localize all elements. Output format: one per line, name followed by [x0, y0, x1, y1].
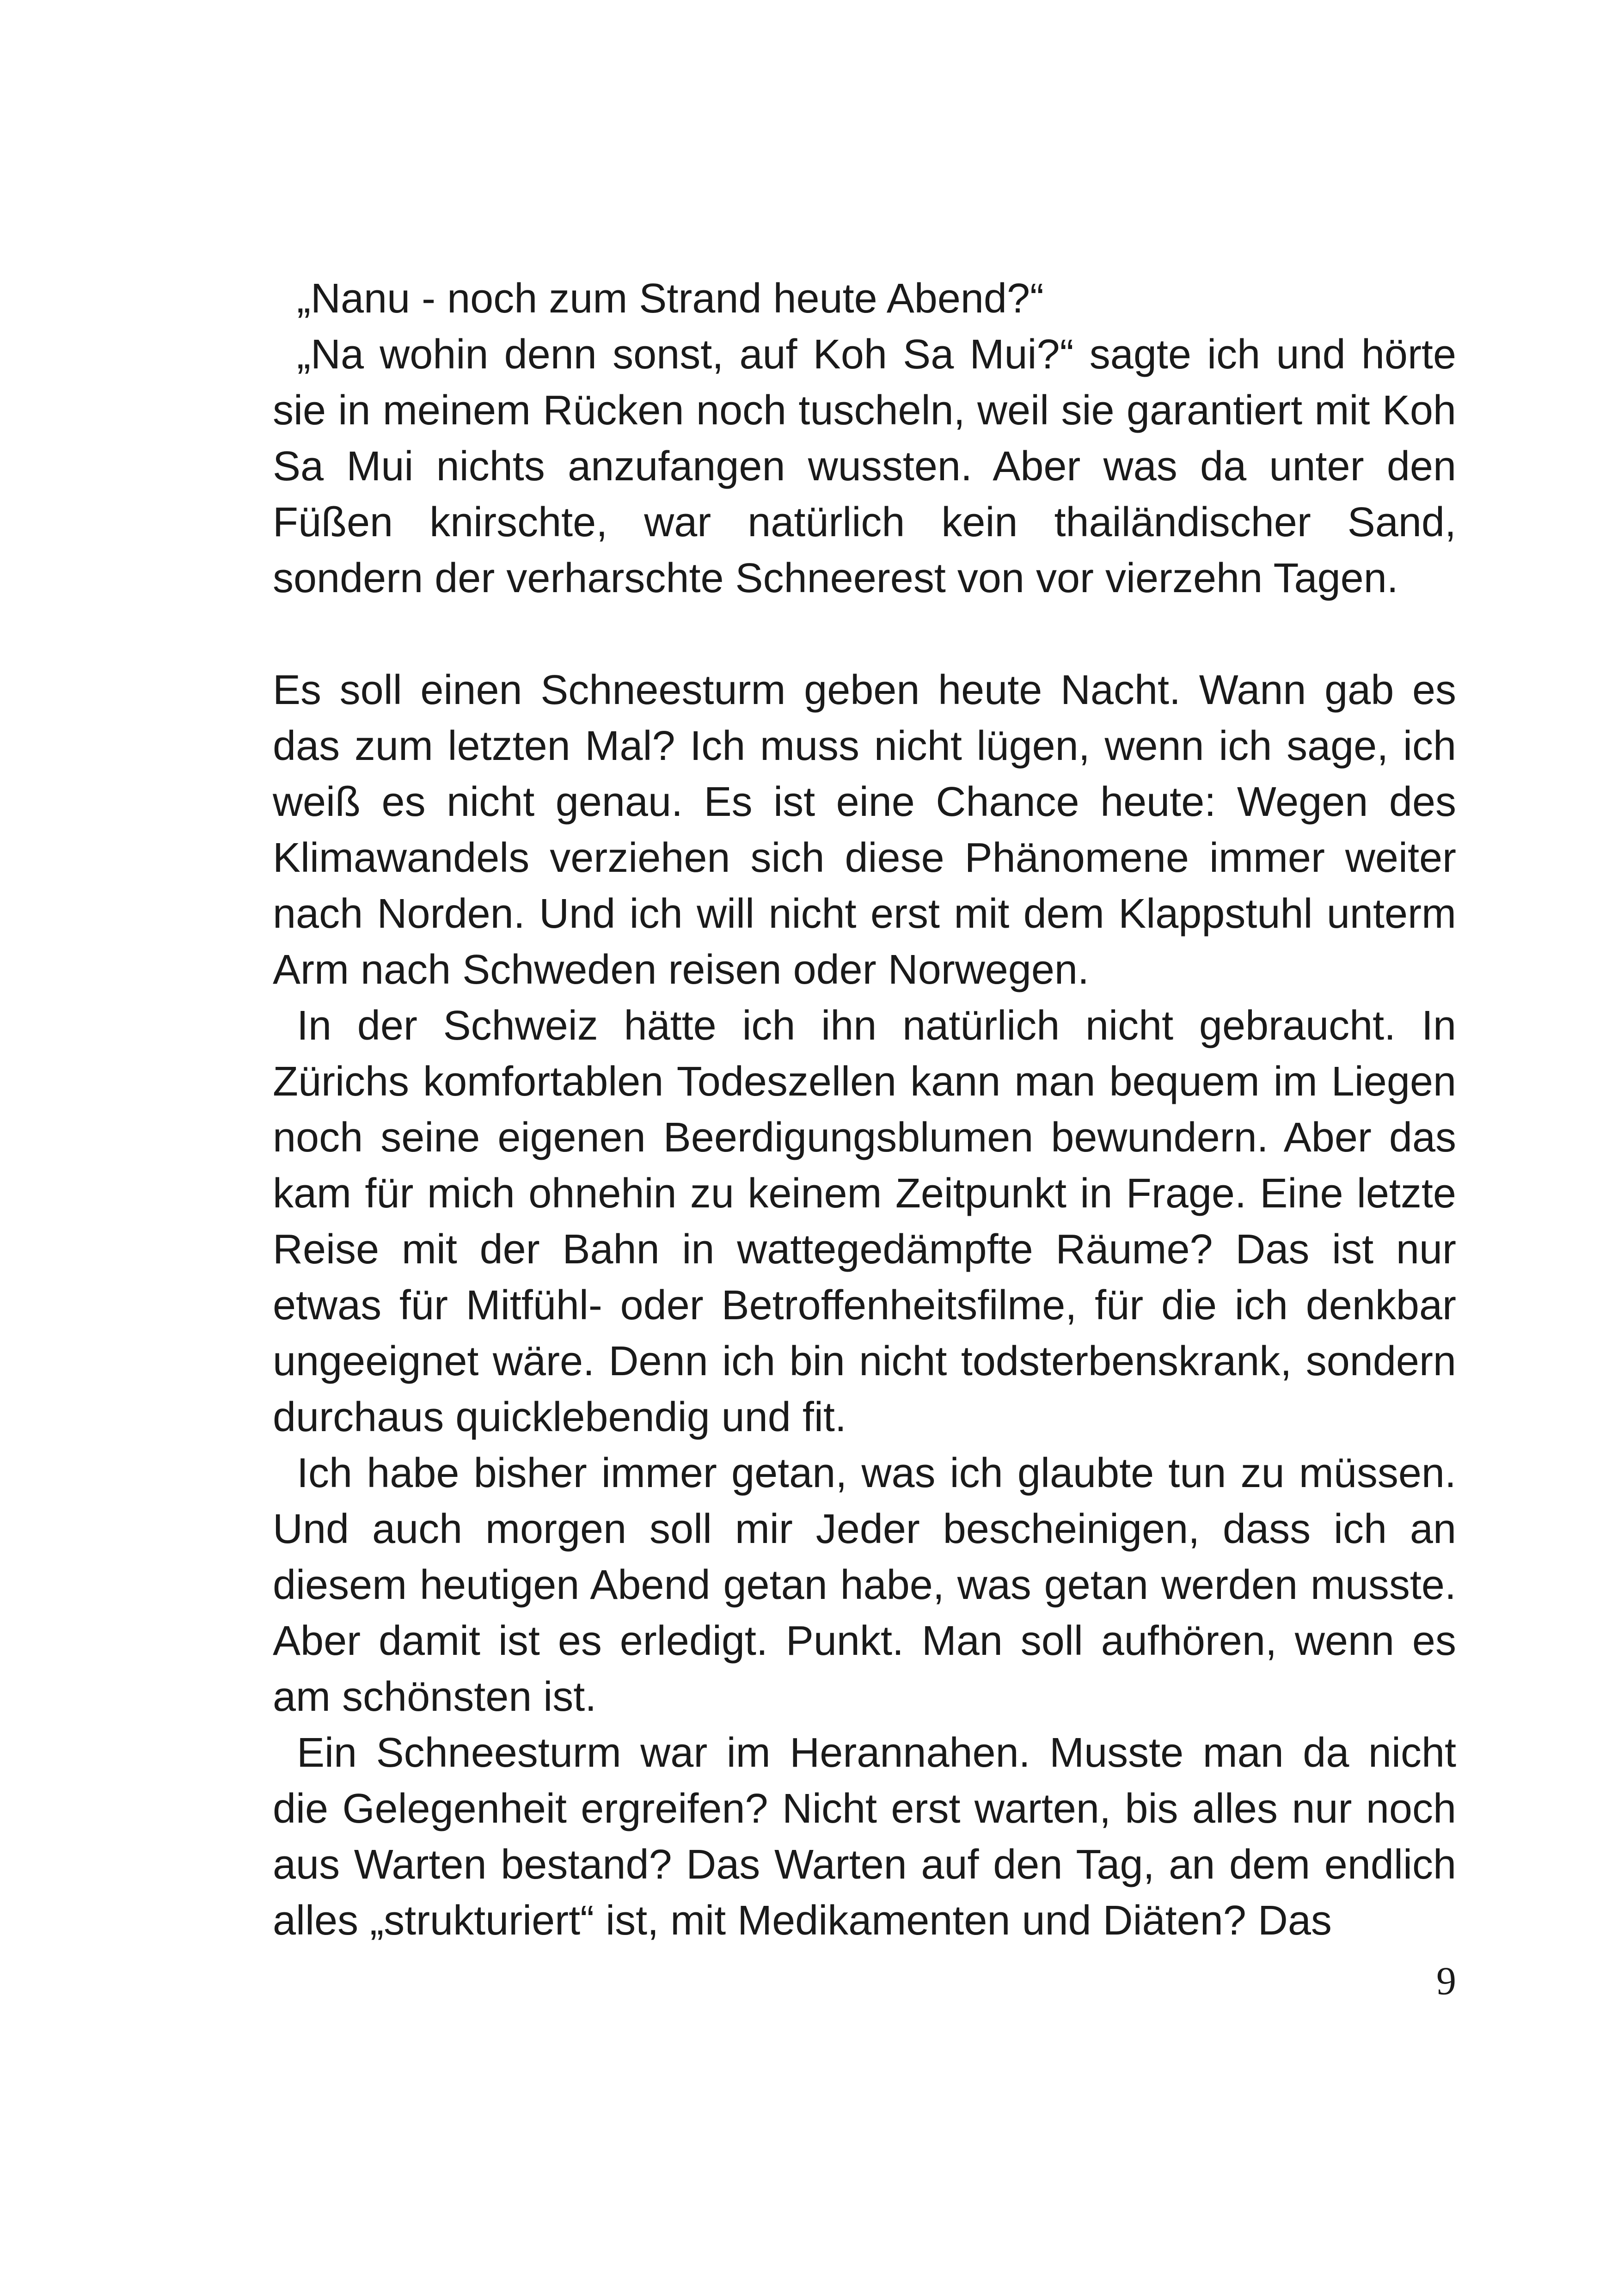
- paragraph-schweiz: In der Schweiz hätte ich ihn natürlich nicht gebraucht. In Zürichs komfortablen Todeszellen kann man bequem im Liegen noch seine eigenen Beerdigungsblumen bewundern. Aber das kam für mich ohnehin zu keinem Zeitpunkt in Frage. Eine letzte Reise mit der Bahn in wattegedämpfte Räume? Das ist nur etwas für Mitfühl- oder Betroffenheitsfilme, für die ich denkbar ungeeignet wäre. Denn ich bin nicht todsterbenskrank, sondern durchaus quicklebendig und fit.: [273, 1003, 1456, 1440]
- paragraph-dialogue-2: „Na wohin denn sonst, auf Koh Sa Mui?“ sagte ich und hörte sie in meinem Rücken noch tuscheln, weil sie garantiert mit Koh Sa Mui nichts anzufangen wussten. Aber was da unter den Füßen knirschte, war natürlich kein thailändischer Sand, sondern der verharschte Schneerest von vor vierzehn Tagen.: [273, 331, 1456, 601]
- paragraph-getan: Ich habe bisher immer getan, was ich glaubte tun zu müssen. Und auch morgen soll mir Jeder bescheinigen, dass ich an diesem heutigen Abend getan habe, was getan werden musste. Aber damit ist es erledigt. Punkt. Man soll aufhören, wenn es am schönsten ist.: [273, 1450, 1456, 1720]
- section-break: [273, 606, 1456, 662]
- page-number: 9: [1436, 1959, 1456, 2003]
- paragraph-schneesturm: Es soll einen Schneesturm geben heute Nacht. Wann gab es das zum letzten Mal? Ich muss nicht lügen, wenn ich sage, ich weiß es nicht genau. Es ist eine Chance heute: Wegen des Klimawandels verziehen sich diese Phänomene immer weiter nach Norden. Und ich will nicht erst mit dem Klappstuhl unterm Arm nach Schweden reisen oder Norwegen.: [273, 667, 1456, 993]
- paragraph-dialogue-1: „Nanu - noch zum Strand heute Abend?“: [297, 276, 1044, 322]
- paragraph-herannahen: Ein Schneesturm war im Herannahen. Musste man da nicht die Gelegenheit ergreifen? Nicht erst warten, bis alles nur noch aus Warten bestand? Das Warten auf den Tag, an dem endlich alles „strukturiert“ ist, mit Medikamenten und Diäten? Das: [273, 1730, 1456, 1944]
- body-text: [273, 271, 1456, 1949]
